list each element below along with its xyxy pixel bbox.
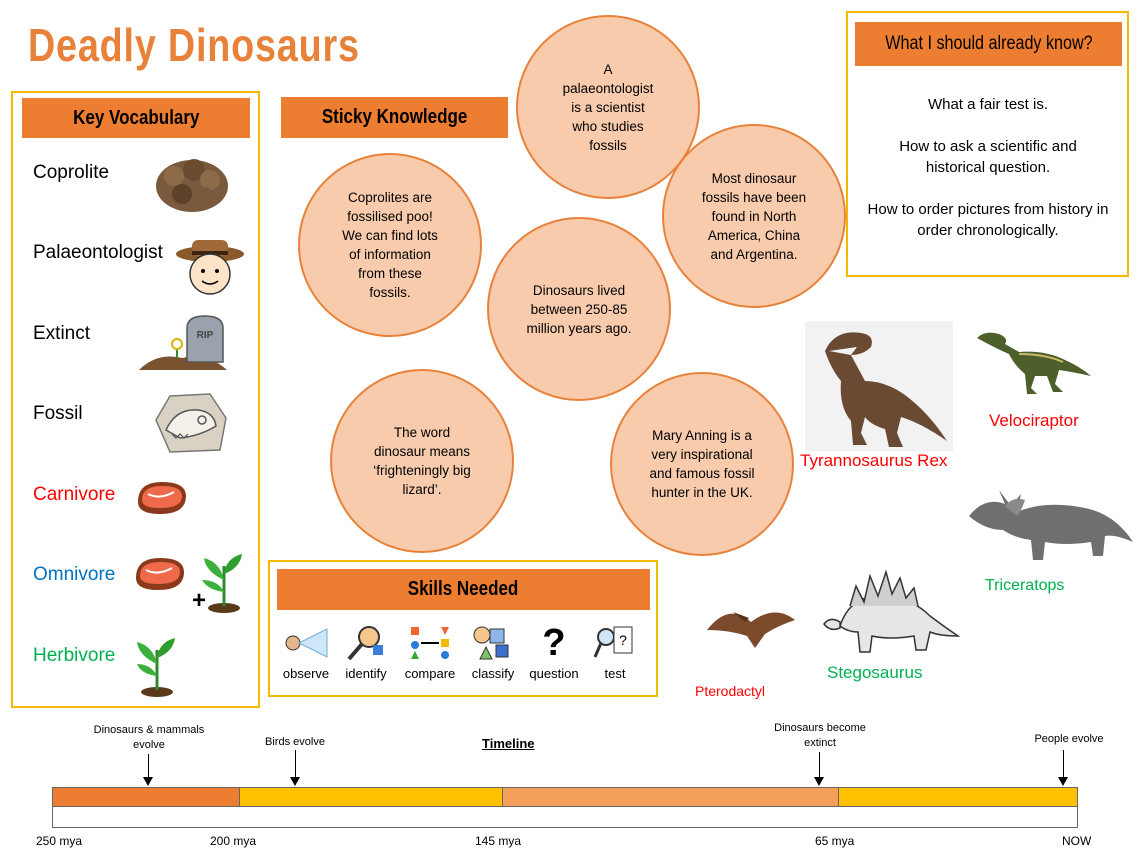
compare-icon	[407, 623, 453, 663]
skill-identify	[336, 620, 396, 681]
fact-bubble-fossil-locations: Most dinosaur fossils have been found in North America, China and Argentina.	[662, 124, 846, 308]
sticky-knowledge-heading: Sticky Knowledge	[281, 97, 508, 138]
test-icon	[592, 623, 638, 663]
vocab-word-carnivore: Carnivore	[33, 484, 116, 505]
stegosaurus-image	[820, 566, 960, 658]
svg-text:?: ?	[619, 632, 627, 648]
vocab-word-coprolite: Coprolite	[33, 162, 110, 183]
timeline-arrow	[1063, 750, 1064, 778]
prior-knowledge-list	[858, 94, 1118, 241]
question-mark-icon: ?	[542, 621, 566, 664]
timeline-tick-label: 200 mya	[210, 834, 257, 848]
timeline-segment	[839, 788, 1077, 806]
pterodactyl-image	[705, 600, 797, 658]
timeline-event-label: Dinosaurs & mammals evolve	[93, 724, 205, 751]
timeline-event-label: Dinosaurs become extinct	[774, 722, 866, 749]
timeline-event-label: Birds evolve	[265, 736, 325, 748]
timeline-tick-label: 250 mya	[36, 834, 83, 848]
dino-label-triceratops: Triceratops	[985, 577, 1065, 594]
plant-icon	[136, 632, 178, 698]
prior-knowledge-item: How to ask a scientific and historical question.	[899, 138, 1077, 176]
timeline-event-label: People evolve	[1034, 733, 1104, 745]
timeline-tick-label: NOW	[1062, 834, 1092, 848]
fact-bubble-dinosaur-meaning: The word dinosaur means ‘frighteningly big lizard’.	[330, 369, 514, 553]
meat-plus-plant-icon	[132, 550, 246, 614]
coprolite-icon	[152, 150, 232, 216]
svg-text:RIP: RIP	[196, 330, 214, 341]
skills-heading: Skills Needed	[277, 569, 650, 610]
prior-knowledge-heading: What I should already know?	[855, 22, 1122, 66]
vocab-word-fossil: Fossil	[33, 403, 83, 424]
velociraptor-image	[975, 326, 1093, 396]
dino-label-tyrannosaurus-rex: Tyrannosaurus Rex	[800, 451, 948, 470]
vocab-word-herbivore: Herbivore	[33, 645, 116, 666]
dino-label-pterodactyl: Pterodactyl	[695, 683, 766, 699]
vocab-word-extinct: Extinct	[33, 323, 91, 344]
tyrannosaurus-rex-image	[805, 321, 953, 451]
gravestone-icon	[137, 312, 229, 372]
timeline-arrow	[148, 754, 149, 778]
timeline-heading: Timeline	[482, 736, 535, 751]
prior-knowledge-item: How to order pictures from history in order chronologically.	[867, 201, 1109, 239]
vocab-word-palaeontologist: Palaeontologist	[33, 242, 163, 263]
prior-knowledge-item: What a fair test is.	[927, 96, 1049, 113]
dino-label-stegosaurus: Stegosaurus	[827, 663, 923, 682]
classify-icon	[470, 623, 516, 663]
skill-compare	[400, 620, 460, 681]
timeline-arrow	[295, 750, 296, 778]
fossil-icon	[150, 390, 230, 456]
fact-bubble-palaeontologist: A palaeontologist is a scientist who studies fossils	[516, 15, 700, 199]
observe-icon	[283, 623, 329, 663]
skill-label: classify	[471, 666, 515, 681]
meat-icon	[134, 478, 190, 518]
fact-bubble-mary-anning: Mary Anning is a very inspirational and famous fossil hunter in the UK.	[610, 372, 794, 556]
fact-bubble-coprolites: Coprolites are fossilised poo! We can find lots of information from these fossils.	[298, 153, 482, 337]
timeline-segment	[240, 788, 503, 806]
timeline-arrow	[819, 752, 820, 778]
palaeontologist-icon	[175, 236, 245, 298]
page-title: Deadly Dinosaurs	[28, 19, 360, 71]
skill-label: compare	[404, 666, 456, 681]
timeline-segment	[53, 788, 240, 806]
skill-label: test	[604, 666, 626, 681]
svg-text:+: +	[192, 587, 207, 614]
skill-label: identify	[345, 666, 387, 681]
timeline-segment	[503, 788, 839, 806]
magnifier-icon	[343, 623, 389, 663]
triceratops-image	[965, 486, 1137, 566]
fact-bubble-dinosaur-age: Dinosaurs lived between 250-85 million years ago.	[487, 217, 671, 401]
timeline-tick-label: 65 mya	[815, 834, 855, 848]
vocab-word-omnivore: Omnivore	[33, 564, 116, 585]
skill-test	[585, 620, 645, 681]
skill-classify	[463, 620, 523, 681]
timeline-bar	[52, 787, 1078, 807]
skill-label: question	[529, 666, 579, 681]
skill-label: observe	[282, 666, 330, 681]
timeline-tick-label: 145 mya	[475, 834, 522, 848]
timeline-base	[52, 807, 1078, 828]
vocabulary-heading: Key Vocabulary	[22, 98, 250, 138]
skill-observe	[276, 620, 336, 681]
skill-question	[524, 620, 584, 681]
dino-label-velociraptor: Velociraptor	[989, 411, 1079, 430]
